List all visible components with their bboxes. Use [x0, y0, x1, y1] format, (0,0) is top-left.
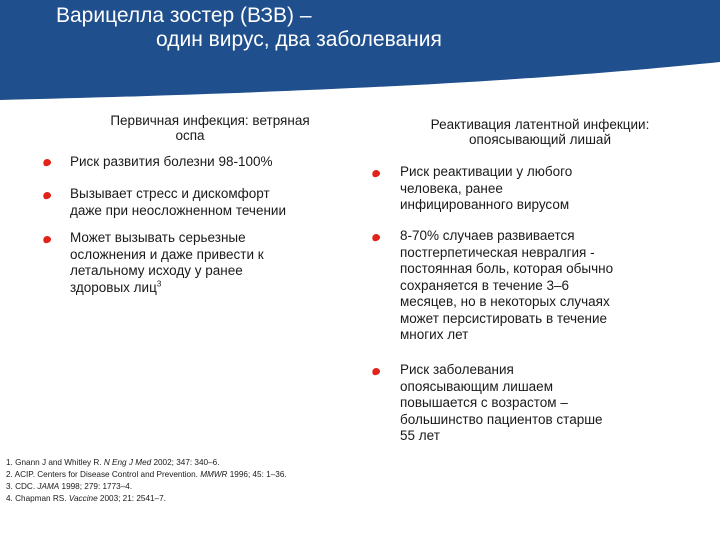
text-line: сохраняется в течение 3–6	[400, 277, 570, 293]
text-line: постгерпетическая невралгия -	[400, 244, 595, 260]
text-line: 55 лет	[400, 428, 440, 443]
reference-text: 4. Chapman RS.	[6, 494, 69, 503]
bullet-icon	[371, 169, 381, 179]
bullet-icon	[42, 191, 52, 201]
left-bullet-1	[70, 154, 360, 171]
bullet-icon	[42, 235, 52, 245]
text-segment: здоровых лиц	[70, 279, 157, 295]
reference-journal: N Eng J Med	[103, 458, 152, 467]
text-line: постоянная боль, которая обычно	[400, 261, 614, 276]
reference-text: 2. ACIP. Centers for Disease Control and Prevention.	[6, 470, 201, 479]
reference-text: 3. CDC.	[6, 482, 38, 491]
reference-item	[6, 481, 426, 493]
left-column-heading	[70, 113, 350, 143]
text-line: многих лет	[400, 327, 469, 342]
left-bullet-3	[70, 230, 360, 296]
text-line: опоясывающим лишаем	[400, 378, 553, 394]
bullet-icon	[371, 233, 381, 243]
reference-journal: MMWR	[200, 470, 228, 479]
text-line	[70, 280, 360, 297]
bullet-icon	[371, 367, 381, 377]
reference-item	[6, 493, 426, 505]
bullet-icon	[42, 158, 52, 168]
text-line: инфицированного вирусом	[400, 197, 570, 212]
reference-item	[6, 457, 426, 469]
right-heading-line-2: опоясывающий лишай	[469, 132, 611, 147]
slide-title-line-2: один вирус, два заболевания	[156, 28, 442, 51]
left-heading-line-2: оспа	[175, 128, 205, 143]
text-line: Риск развития болезни 98-100%	[70, 154, 273, 169]
text-line: осложнения и даже привести к	[70, 246, 264, 262]
right-bullet-1	[400, 164, 700, 214]
reference-text: 1996; 45: 1–36.	[227, 470, 287, 479]
text-line: большинство пациентов старше	[400, 411, 603, 427]
text-line: может персистировать в течение	[400, 310, 608, 326]
reference-text: 1. Gnann J and Whitley R.	[6, 458, 104, 467]
text-line: даже при неосложненном течении	[70, 202, 287, 218]
references	[6, 457, 426, 505]
text-line: 8-70% случаев развивается	[400, 228, 575, 243]
reference-superscript: 3	[156, 279, 162, 288]
text-line: Может вызывать серьезные	[70, 230, 246, 245]
right-heading-line-1: Реактивация латентной инфекции:	[430, 117, 650, 132]
reference-journal: Vaccine	[68, 494, 98, 503]
left-heading-line-1: Первичная инфекция: ветряная	[110, 113, 310, 128]
text-line: Риск заболевания	[400, 362, 514, 377]
text-line: человека, ранее	[400, 180, 503, 196]
slide-title	[56, 4, 656, 52]
text-line: Риск реактивации у любого	[400, 164, 573, 179]
reference-text: 2003; 21: 2541–7.	[97, 494, 166, 503]
left-bullet-2	[70, 186, 360, 219]
right-bullet-2	[400, 228, 710, 344]
reference-item	[6, 469, 426, 481]
text-line: повышается с возрастом –	[400, 395, 568, 410]
right-bullet-3	[400, 362, 700, 445]
reference-journal: JAMA	[37, 482, 60, 491]
header-banner	[0, 0, 720, 100]
text-line: месяцев, но в некоторых случаях	[400, 294, 610, 309]
reference-text: 1998; 279: 1773–4.	[59, 482, 133, 491]
text-line: Вызывает стресс и дискомфорт	[70, 186, 270, 201]
text-line: летальному исходу у ранее	[70, 263, 243, 278]
reference-text: 2002; 347: 340–6.	[151, 458, 220, 467]
slide-title-line-1: Варицелла зостер (ВЗВ) –	[56, 4, 312, 27]
right-column-heading	[385, 117, 695, 147]
